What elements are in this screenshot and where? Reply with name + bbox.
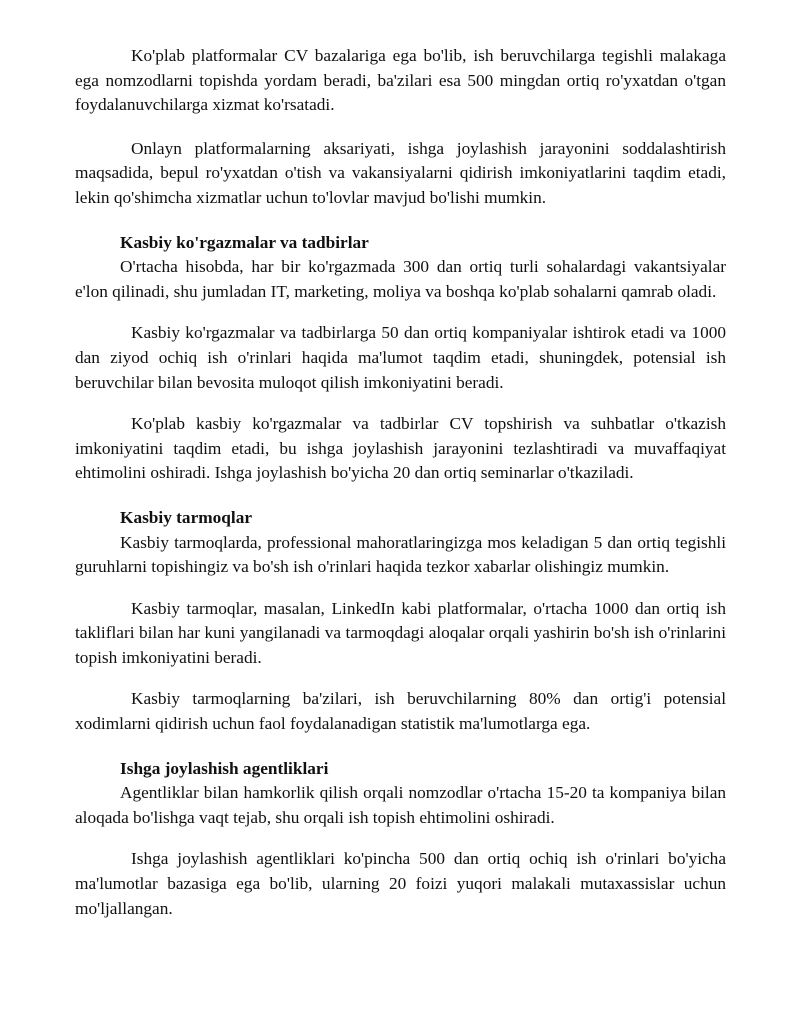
exhibitions-paragraph-3: Ko'plab kasbiy ko'rgazmalar va tadbirlar CV topshirish va suhbatlar o'tkazish imkoniyatini taqdim etadi, bu ishga joylashish jarayonini tezlashtiradi va muvaffaqiyat ehtimolini oshiradi. Ishga joylashish bo'yicha 20 dan ortiq seminarlar o'tkaziladi. <box>75 414 726 483</box>
intro-paragraph-2: Onlayn platformalarning aksariyati, ishga joylashish jarayonini soddalashtirish maqsadida, bepul ro'yxatdan o'tish va vakansiyalarni qidirish imkoniyatlarini taqdim etadi, lekin qo'shimcha xizmatlar uchun to'lovlar mavjud bo'lishi mumkin. <box>75 138 726 207</box>
document-page <box>75 44 726 921</box>
networks-paragraph-3: Kasbiy tarmoqlarning ba'zilari, ish beruvchilarning 80% dan ortig'i potensial xodimlarni qidirish uchun faol foydalanadigan statistik ma'lumotlarga ega. <box>75 689 726 734</box>
exhibitions-paragraph-1: O'rtacha hisobda, har bir ko'rgazmada 300 dan ortiq turli sohalardagi vakantsiyalar e'lon qilinadi, shu jumladan IT, marketing, moliya va boshqa ko'plab sohalarni qamrab oladi. <box>75 257 726 301</box>
agencies-paragraph-2: Ishga joylashish agentliklari ko'pincha 500 dan ortiq ochiq ish o'rinlari bo'yicha ma'lumotlar bazasiga ega bo'lib, ularning 20 foizi yuqori malakali mutaxassislar uchun mo'ljallangan. <box>75 849 726 918</box>
networks-paragraph-1: Kasbiy tarmoqlarda, professional mahoratlaringizga mos keladigan 5 dan ortiq tegishli guruhlarni topishingiz va bo'sh ish o'rinlari haqida tezkor xabarlar olishingiz mumkin. <box>75 532 726 577</box>
exhibitions-paragraph-2: Kasbiy ko'rgazmalar va tadbirlarga 50 dan ortiq kompaniyalar ishtirok etadi va 1000 dan ziyod ochiq ish o'rinlari haqida ma'lumot taqdim etadi, shuningdek, potensial ish beruvchilar bilan bevosita muloqot qilish imkoniyatini beradi. <box>75 323 726 392</box>
section-heading-exhibitions: Kasbiy ko'rgazmalar va tadbirlar <box>120 232 369 252</box>
intro-paragraph-1: Ko'plab platformalar CV bazalariga ega bo'lib, ish beruvchilarga tegishli malakaga ega nomzodlarni topishda yordam beradi, ba'zilari esa 500 mingdan ortiq ro'yxatdan o'tgan foydalanuvchilarga xizmat ko'rsatadi. <box>75 46 726 115</box>
networks-paragraph-2: Kasbiy tarmoqlar, masalan, LinkedIn kabi platformalar, o'rtacha 1000 dan ortiq ish takliflari bilan har kuni yangilanadi va tarmoqdagi aloqalar orqali yashirin bo'sh ish o'rinlarini topish imkoniyatini beradi. <box>75 598 726 667</box>
section-heading-agencies: Ishga joylashish agentliklari <box>120 758 329 778</box>
section-heading-networks: Kasbiy tarmoqlar <box>120 507 253 527</box>
agencies-paragraph-1: Agentliklar bilan hamkorlik qilish orqali nomzodlar o'rtacha 15-20 ta kompaniya bilan aloqada bo'lishga vaqt tejab, shu orqali ish topish ehtimolini oshiradi. <box>75 783 726 827</box>
